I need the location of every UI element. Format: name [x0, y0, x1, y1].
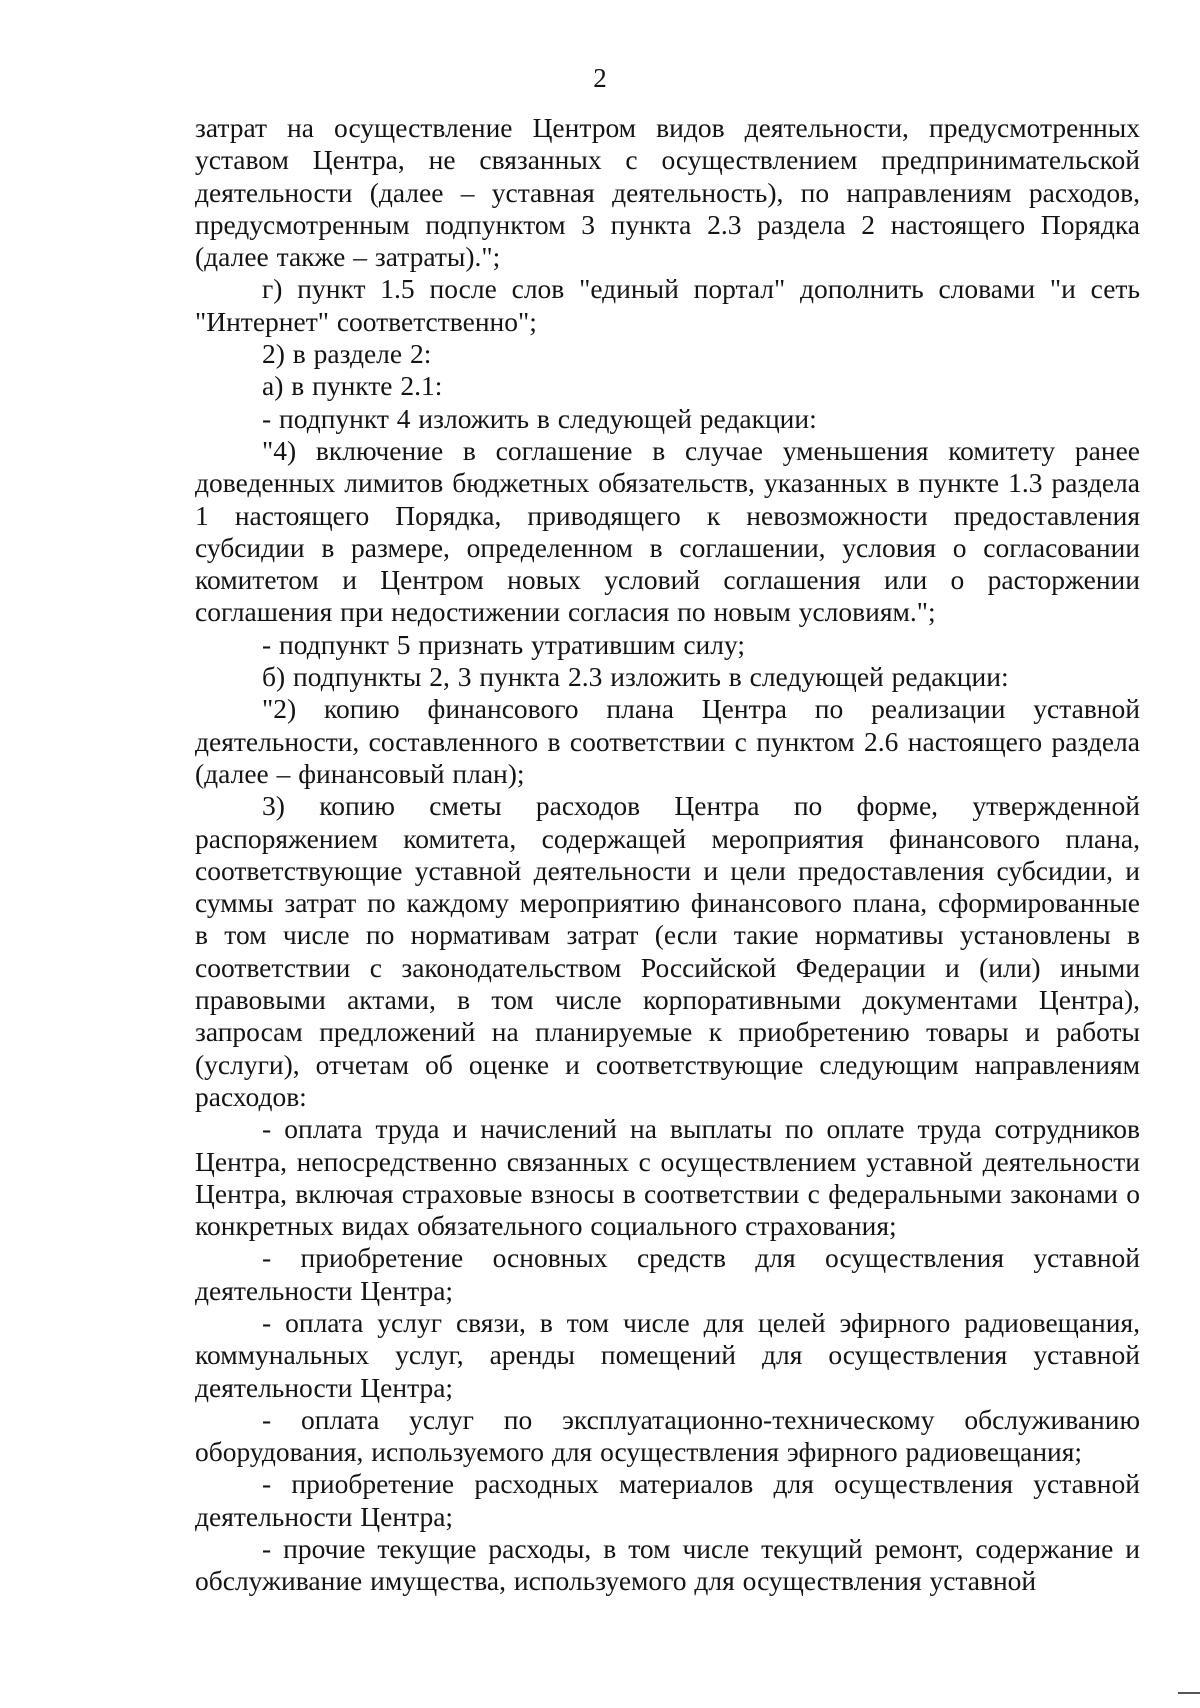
paragraph: - оплата услуг по эксплуатационно-техническому обслуживанию оборудования, используемого для осуществления эфирного радиовещания; — [195, 1403, 1140, 1468]
page-number: 2 — [593, 63, 607, 93]
paragraph: 2) в разделе 2: — [262, 338, 432, 370]
scan-edge-mark — [1178, 1692, 1200, 1694]
paragraph: а) в пункте 2.1: — [262, 370, 443, 402]
paragraph: - приобретение основных средств для осуществления уставной деятельности Центра; — [195, 1242, 1140, 1306]
paragraph: б) подпункты 2, 3 пункта 2.3 изложить в следующей редакции: — [262, 661, 1009, 693]
paragraph: - оплата услуг связи, в том числе для целей эфирного радиовещания, коммунальных услуг, аренды помещений для осуществления уставной деятельности Центра; — [195, 1306, 1140, 1403]
paragraph: - подпункт 4 изложить в следующей редакции: — [262, 402, 817, 434]
paragraph: - подпункт 5 признать утратившим силу; — [262, 628, 746, 660]
document-body — [195, 112, 1140, 1598]
paragraph: - прочие текущие расходы, в том числе текущий ремонт, содержание и обслуживание имущества, используемого для осуществления уставной — [195, 1533, 1140, 1597]
paragraph: г) пункт 1.5 после слов "единый портал" дополнить словами "и сеть "Интернет" соответственно"; — [195, 273, 1140, 337]
paragraph: затрат на осуществление Центром видов деятельности, предусмотренных уставом Центра, не связанных с осуществлением предпринимательской деятельности (далее – уставная деятельность), по направлениям расходов, предусмотренным подпунктом 3 пункта 2.3 раздела 2 настоящего Порядка (далее также – затраты)."; — [195, 112, 1140, 273]
paragraph: "4) включение в соглашение в случае уменьшения комитету ранее доведенных лимитов бюджетных обязательств, указанных в пункте 1.3 раздела 1 настоящего Порядка, приводящего к невозможности предоставления субсидии в размере, определенном в соглашении, условия о согласовании комитетом и Центром новых условий соглашения или о расторжении соглашения при недостижении согласия по новым условиям."; — [195, 434, 1140, 628]
paragraph: 3) копию сметы расходов Центра по форме, утвержденной распоряжением комитета, содержащей мероприятия финансового плана, соответствующие уставной деятельности и цели предоставления субсидии, и суммы затрат по каждому мероприятию финансового плана, сформированные в том числе по нормативам затрат (если такие нормативы установлены в соответствии с законодательством Российской Федерации и (или) иными правовыми актами, в том числе корпоративными документами Центра), запросам предложений на планируемые к приобретению товары и работы (услуги), отчетам об оценке и соответствующие следующим направлениям расходов: — [195, 790, 1140, 1112]
paragraph: "2) копию финансового плана Центра по реализации уставной деятельности, составленного в соответствии с пунктом 2.6 настоящего раздела (далее – финансовый план); — [195, 693, 1140, 789]
paragraph: - приобретение расходных материалов для осуществления уставной деятельности Центра; — [195, 1468, 1140, 1532]
paragraph: - оплата труда и начислений на выплаты по оплате труда сотрудников Центра, непосредственно связанных с осуществлением уставной деятельности Центра, включая страховые взносы в соответствии с федеральными законами о конкретных видах обязательного социального страхования; — [195, 1113, 1140, 1242]
